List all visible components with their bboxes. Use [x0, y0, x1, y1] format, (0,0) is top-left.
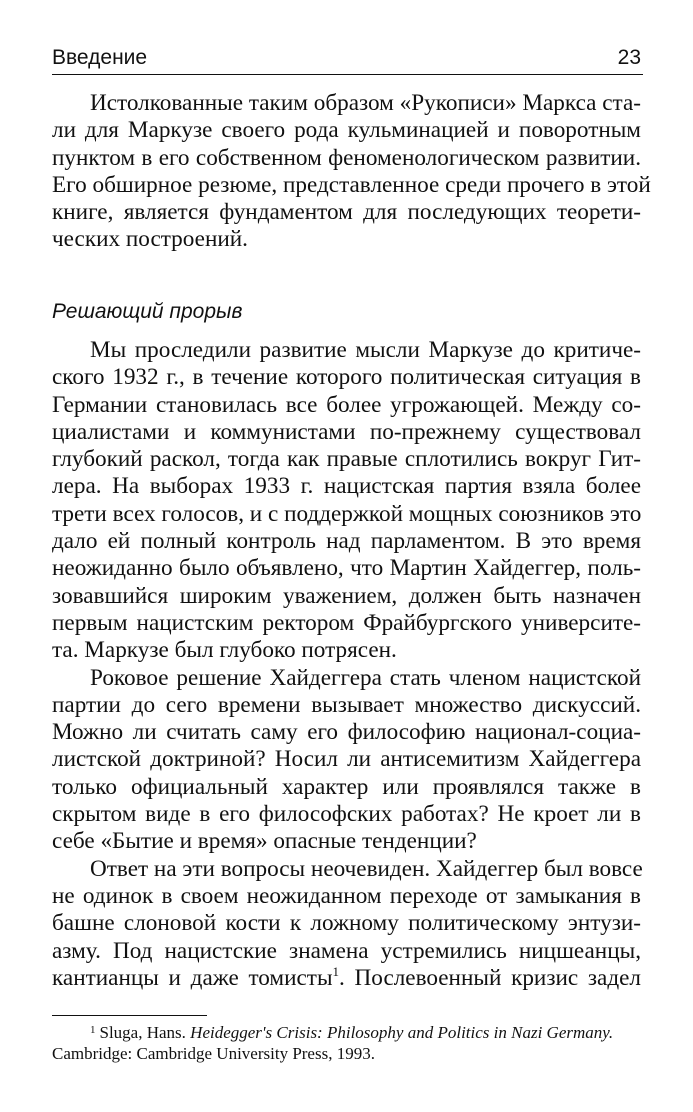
text-line: башне слоновой кости к ложному политическому энтузи-: [52, 910, 641, 937]
text-line: Можно ли считать саму его философию национал-социа-: [52, 719, 641, 746]
text-line: [52, 965, 641, 992]
text-line: Германии становилась все более угрожающей. Между со-: [52, 391, 641, 418]
text-line: трети всех голосов, и с поддержкой мощных союзников это: [52, 500, 642, 527]
footnote: [52, 1020, 641, 1064]
text-line: Ответ на эти вопросы неочевиден. Хайдеггер был вовсе: [90, 855, 643, 882]
paragraph-3: [52, 665, 641, 856]
text-line: ского 1932 г., в течение которого политическая ситуация в: [52, 364, 641, 391]
running-header: [52, 42, 643, 75]
footnote-line: [52, 1020, 641, 1043]
paragraph-1: [52, 90, 651, 254]
chapter-title: Введение: [52, 46, 148, 69]
text-line: Мы проследили развитие мысли Маркузе до критиче-: [90, 337, 641, 363]
text-line: азму. Под нацистские знамена устремились ницшеанцы,: [52, 937, 641, 964]
footnote-author: Sluga, Hans.: [99, 1023, 186, 1042]
text-line: ческих построений.: [52, 226, 248, 253]
footnote-publisher: Cambridge: Cambridge University Press, 1993.: [52, 1044, 375, 1063]
paragraph-4: [52, 856, 641, 992]
text-line: Роковое решение Хайдеггера стать членом нацистской: [90, 664, 641, 691]
footnote-reference[interactable]: 1: [332, 963, 340, 979]
text-line: неожиданно было объявлено, что Мартин Хайдеггер, поль-: [52, 555, 641, 582]
text-line: пунктом в его собственном феноменологическом развитии.: [52, 144, 641, 171]
section-subheading: Решающий прорыв: [52, 300, 243, 323]
footnote-marker: 1: [90, 1024, 96, 1036]
text-line: ли для Маркузе своего рода кульминацией и поворотным: [52, 117, 641, 144]
text-line: зовавшийся широким уважением, должен быть назначен: [52, 582, 641, 609]
text-line: глубокий раскол, тогда как правые сплотились вокруг Гит-: [52, 446, 641, 473]
text-line: скрытом виде в его философских работах? Не кроет ли в: [52, 801, 641, 828]
text-line: листской доктриной? Носил ли антисемитизм Хайдеггера: [52, 746, 641, 773]
text-line: книге, является фундаментом для последующих теорети-: [52, 199, 641, 226]
main-text: [52, 337, 641, 992]
footnote-title: Heidegger's Crisis: Philosophy and Politics in Nazi Germany.: [190, 1023, 614, 1042]
text-line: циалистами и коммунистами по-прежнему существовал: [52, 418, 641, 445]
text-line: не одинок в своем неожиданном переходе от замыкания в: [52, 882, 641, 909]
text-fragment: кантианцы и даже томисты: [52, 964, 333, 991]
paragraph-2: [52, 337, 641, 665]
text-line: дало ей полный контроль над парламентом. В это время: [52, 528, 641, 555]
page-number: 23: [617, 46, 641, 69]
text-line: только официальный характер или проявлялся также в: [52, 773, 641, 800]
text-fragment: . Послевоенный кризис задел: [339, 964, 642, 991]
text-line: себе «Бытие и время» опасные тенденции?: [52, 828, 477, 855]
footnote-divider: [52, 1015, 207, 1016]
text-line: Его обширное резюме, представленное среди прочего в этой: [52, 171, 651, 198]
text-line: лера. На выборах 1933 г. нацистская партия взяла более: [52, 473, 641, 500]
text-line: партии до сего времени вызывает множество дискуссий.: [52, 691, 641, 718]
text-line: та. Маркузе был глубоко потрясен.: [52, 637, 397, 664]
text-line: первым нацистским ректором Фрайбургского университе-: [52, 609, 641, 636]
text-line: Истолкованные таким образом «Рукописи» Маркса ста-: [90, 90, 641, 116]
